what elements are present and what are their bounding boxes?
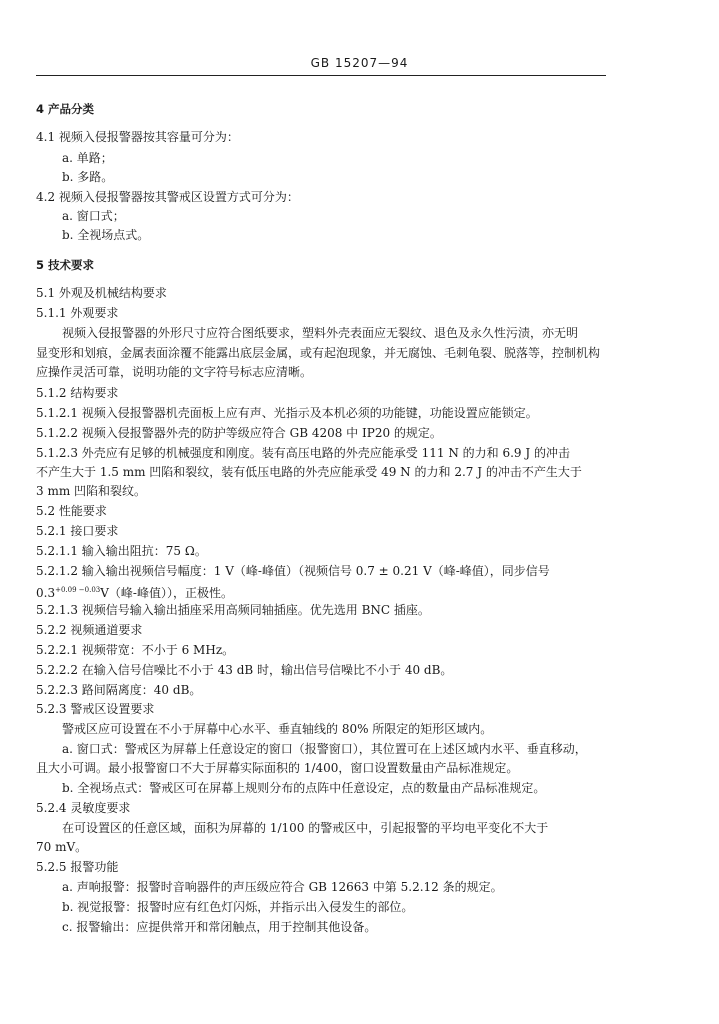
clause-5-1-1-p2: 显变形和划痕，金属表面涂覆不能露出底层金属，或有起泡现象，并无腐蚀、毛刺龟裂、脱落等，控制机构 — [36, 346, 601, 360]
clause-5-2-5-b: b. 视觉报警：报警时应有红色灯闪烁，并指示出入侵发生的部位。 — [62, 900, 414, 914]
clause-5-2-5-a: a. 声响报警：报警时音响器件的声压级应符合 GB 12663 中第 5.2.12 条的规定。 — [62, 880, 503, 894]
clause-5-2-2-1: 5.2.2.1 视频带宽：不小于 6 MHz。 — [36, 643, 235, 657]
clause-5-2-4-p2: 70 mV。 — [36, 840, 88, 854]
clause-5-1-2-2: 5.1.2.2 视频入侵报警器外壳的防护等级应符合 GB 4208 中 IP20 的规定。 — [36, 426, 442, 440]
clause-5-2-3: 5.2.3 警戒区设置要求 — [36, 702, 155, 716]
clause-5-2-1-1: 5.2.1.1 输入输出阻抗：75 Ω。 — [36, 544, 207, 558]
clause-5-2-5: 5.2.5 报警功能 — [36, 860, 119, 874]
clause-5-2-2-3: 5.2.2.3 路间隔离度：40 dB。 — [36, 683, 202, 697]
clause-5-1-1-p3: 应操作灵活可靠，说明功能的文字符号标志应清晰。 — [36, 365, 313, 379]
clause-4-2-a: a. 窗口式； — [62, 209, 125, 223]
clause-4-1: 4.1 视频入侵报警器按其容量可分为： — [36, 130, 239, 144]
clause-5-2: 5.2 性能要求 — [36, 504, 107, 518]
clause-5-2-4-p1: 在可设置区的任意区域，面积为屏幕的 1/100 的警戒区中，引起报警的平均电平变化不大于 — [62, 821, 549, 835]
clause-5-1-1-p1: 视频入侵报警器的外形尺寸应符合图纸要求，塑料外壳表面应无裂纹、退色及永久性污渍，亦无明 — [62, 326, 579, 340]
clause-5-2-3-p: 警戒区应可设置在不小于屏幕中心水平、垂直轴线的 80% 所限定的矩形区域内。 — [62, 722, 493, 736]
clause-5-1: 5.1 外观及机械结构要求 — [36, 286, 167, 300]
clause-4-2-b: b. 全视场点式。 — [62, 228, 150, 242]
section-5-heading: 5 技术要求 — [36, 258, 95, 272]
clause-5-2-2-2: 5.2.2.2 在输入信号信噪比不小于 43 dB 时，输出信号信噪比不小于 40 dB。 — [36, 663, 453, 677]
clause-5-2-5-c: c. 报警输出：应提供常开和常闭触点，用于控制其他设备。 — [62, 920, 377, 934]
clause-4-2: 4.2 视频入侵报警器按其警戒区设置方式可分为： — [36, 190, 299, 204]
header-rule — [36, 75, 606, 76]
clause-5-2-3-a-l2: 且大小可调。最小报警窗口不大于屏幕实际面积的 1/400，窗口设置数量由产品标准规定。 — [36, 761, 519, 775]
clause-5-1-2-3-l2: 不产生大于 1.5 mm 凹陷和裂纹，装有低压电路的外壳应能承受 49 N 的力和 2.7 J 的冲击不产生大于 — [36, 465, 582, 479]
clause-5-1-2-3-l3: 3 mm 凹陷和裂纹。 — [36, 484, 147, 498]
clause-5-2-2: 5.2.2 视频通道要求 — [36, 623, 143, 637]
clause-4-1-a: a. 单路； — [62, 151, 113, 165]
clause-5-1-1: 5.1.1 外观要求 — [36, 306, 119, 320]
clause-5-2-1-3: 5.2.1.3 视频信号输入输出插座采用高频同轴插座。优先选用 BNC 插座。 — [36, 603, 430, 617]
sync-unit: V（峰-峰值）），正极性。 — [100, 586, 233, 600]
section-4-heading: 4 产品分类 — [36, 102, 95, 116]
clause-5-1-2-1: 5.1.2.1 视频入侵报警器机壳面板上应有声、光指示及本机必须的功能键，功能设置应能锁定。 — [36, 406, 538, 420]
clause-5-2-1: 5.2.1 接口要求 — [36, 524, 119, 538]
clause-5-2-1-2-l2 — [36, 581, 233, 602]
sync-tolerance: +0.09 −0.03 — [55, 586, 101, 594]
clause-5-2-3-a-l1: a. 窗口式：警戒区为屏幕上任意设定的窗口（报警窗口），其位置可在上述区域内水平、垂直移动， — [62, 742, 587, 756]
clause-5-2-3-b: b. 全视场点式：警戒区可在屏幕上规则分布的点阵中任意设定，点的数量由产品标准规定。 — [62, 781, 546, 795]
clause-5-2-4: 5.2.4 灵敏度要求 — [36, 801, 131, 815]
sync-value: 0.3 — [36, 586, 56, 600]
clause-5-2-1-2-l1: 5.2.1.2 输入输出视频信号幅度：1 V（峰-峰值）（视频信号 0.7 ± 0.21 V（峰-峰值），同步信号 — [36, 564, 550, 578]
page-header: GB 15207—94 — [310, 56, 409, 70]
clause-5-1-2-3-l1: 5.1.2.3 外壳应有足够的机械强度和刚度。装有高压电路的外壳应能承受 111 N 的力和 6.9 J 的冲击 — [36, 446, 570, 460]
clause-4-1-b: b. 多路。 — [62, 170, 114, 184]
clause-5-1-2: 5.1.2 结构要求 — [36, 386, 119, 400]
